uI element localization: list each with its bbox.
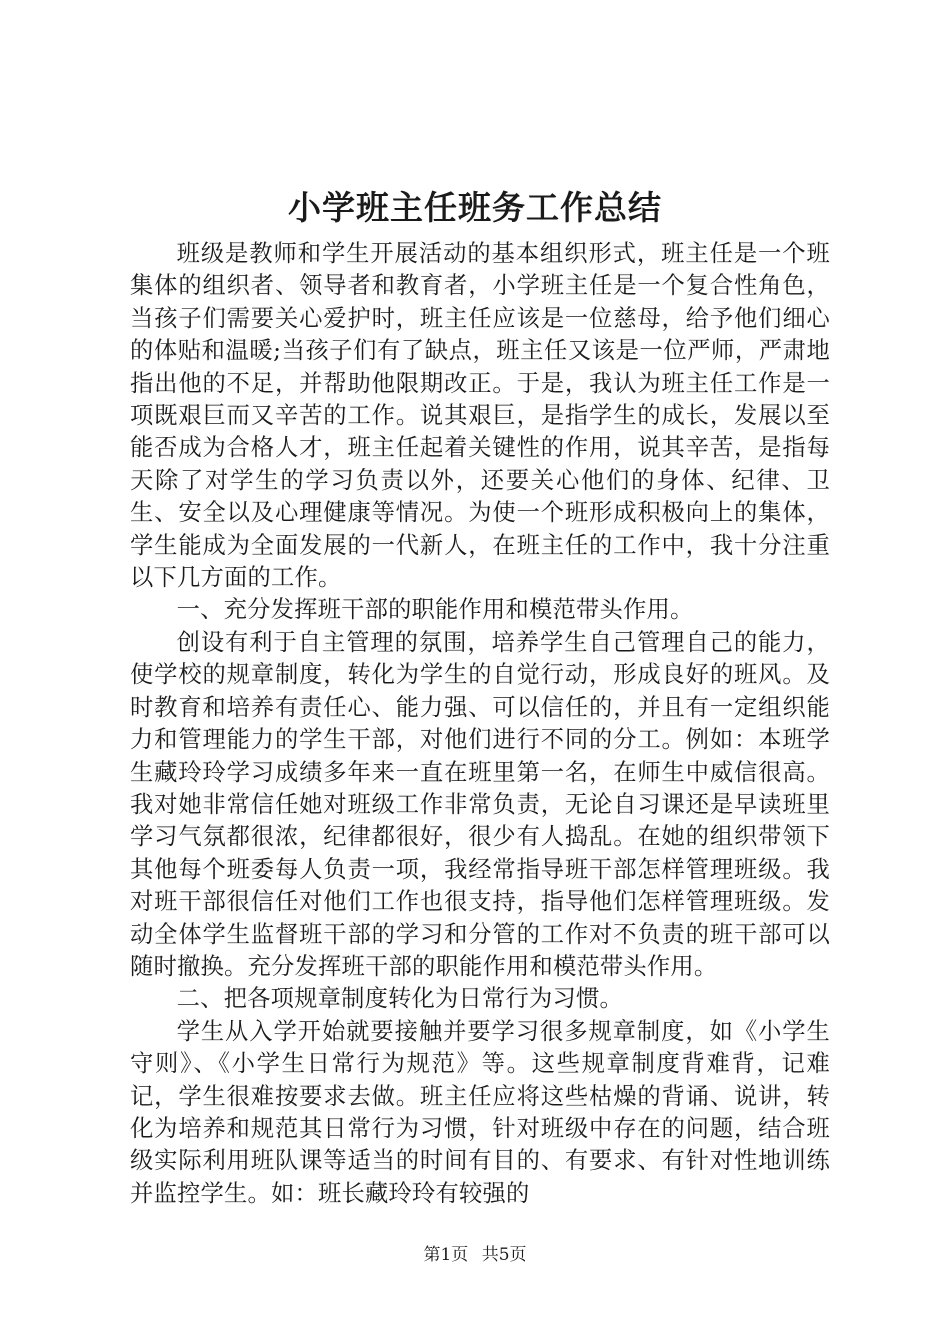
page-footer <box>0 1243 950 1267</box>
section-heading-1: 一、充分发挥班干部的职能作用和模范带头作用。 <box>176 596 694 624</box>
document-title: 小学班主任班务工作总结 <box>288 188 662 227</box>
page-number: 第1页 <box>423 1245 469 1265</box>
paragraph-intro: 班级是教师和学生开展活动的基本组织形式，班主任是一个班集体的组织者、领导者和教育者，小学班主任是一个复合性角色，当孩子们需要关心爱护时，班主任应该是一位慈母，给予他们细心的体贴和温暖;当孩子们有了缺点，班主任又该是一位严师，严肃地指出他的不足，并帮助他限期改正。于是，我认为班主任工作是一项既艰巨而又辛苦的工作。说其艰巨，是指学生的成长，发展以至能否成为合格人才，班主任起着关键性的作用，说其辛苦，是指每天除了对学生的学习负责以外，还要关心他们的身体、纪律、卫生、安全以及心理健康等情况。为使一个班形成积极向上的集体，学生能成为全面发展的一代新人，在班主任的工作中，我十分注重以下几方面的工作。 <box>130 240 830 592</box>
page-total: 共5页 <box>481 1245 527 1265</box>
paragraph-section-2: 学生从入学开始就要接触并要学习很多规章制度，如《小学生守则》、《小学生日常行为规范》等。这些规章制度背难背，记难记，学生很难按要求去做。班主任应将这些枯燥的背诵、说讲，转化为培养和规范其日常行为习惯，针对班级中存在的问题，结合班级实际利用班队课等适当的时间有目的、有要求、有针对性地训练并监控学生。如：班长藏玲玲有较强的 <box>130 1017 830 1207</box>
document-body <box>130 238 830 1210</box>
paragraph-section-1: 创设有利于自主管理的氛围，培养学生自己管理自己的能力，使学校的规章制度，转化为学生的自觉行动，形成良好的班风。及时教育和培养有责任心、能力强、可以信任的，并且有一定组织能力和管理能力的学生干部，对他们进行不同的分工。例如：本班学生藏玲玲学习成绩多年来一直在班里第一名，在师生中威信很高。我对她非常信任她对班级工作非常负责，无论自习课还是早读班里学习气氛都很浓，纪律都很好，很少有人捣乱。在她的组织带领下其他每个班委每人负责一项，我经常指导班干部怎样管理班级。我对班干部很信任对他们工作也很支持，指导他们怎样管理班级。发动全体学生监督班干部的学习和分管的工作对不负责的班干部可以随时撤换。充分发挥班干部的职能作用和模范带头作用。 <box>130 628 830 980</box>
section-heading-2: 二、把各项规章制度转化为日常行为习惯。 <box>176 985 624 1013</box>
